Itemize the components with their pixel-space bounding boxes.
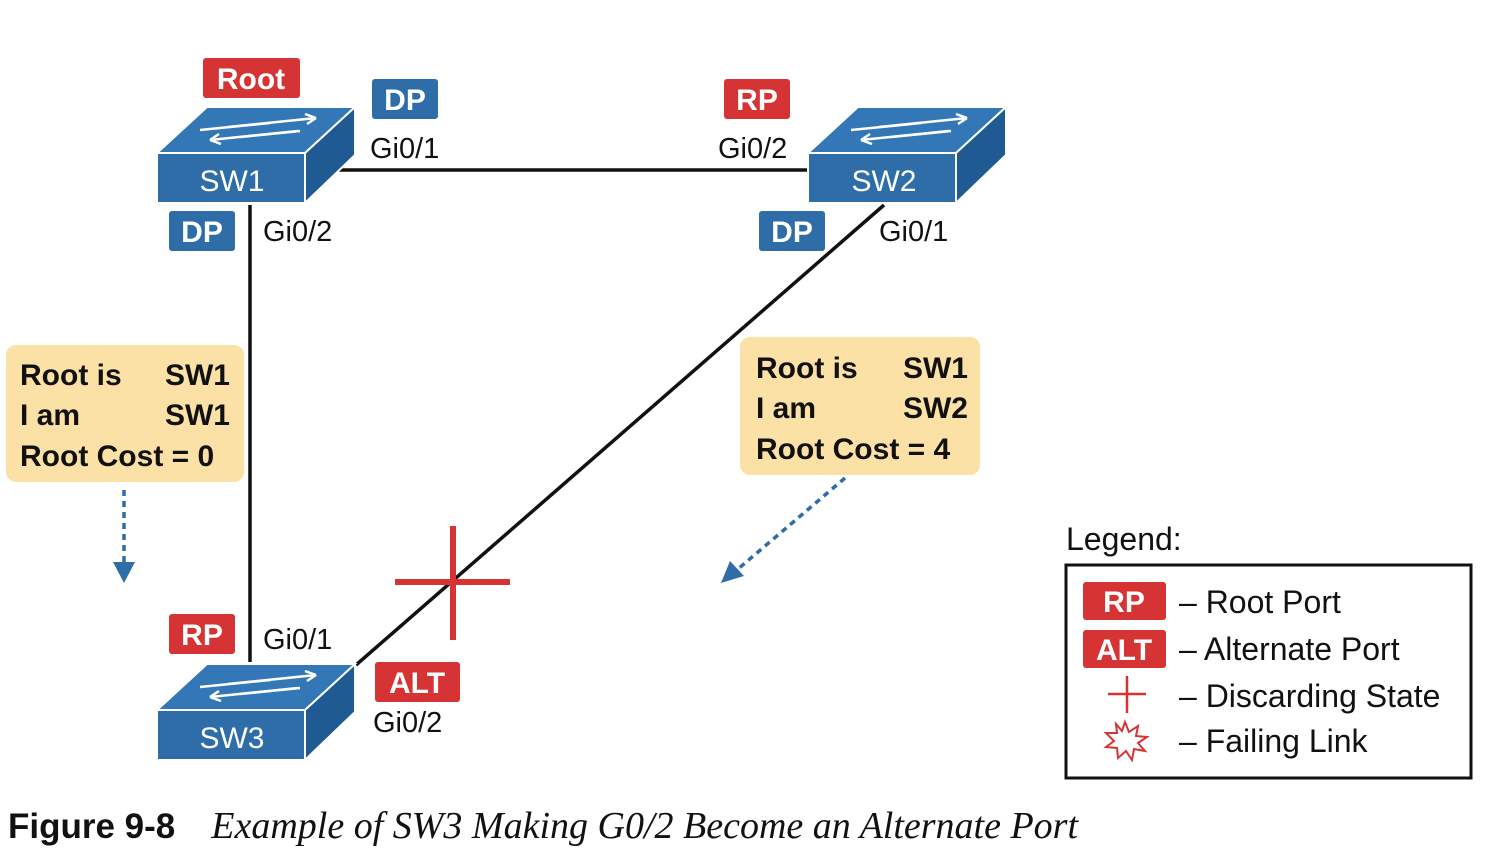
port-label: Gi0/1 [263,624,333,656]
port-label: Gi0/1 [370,133,440,165]
switch-sw2[interactable] [808,107,1006,203]
port-label: Gi0/1 [879,216,949,248]
svg-text:SW1: SW1 [164,399,230,432]
svg-text:ALT: ALT [1095,634,1153,667]
svg-text:SW1: SW1 [902,352,968,385]
svg-text:DP: DP [181,216,223,249]
svg-text:Root: Root [216,63,286,96]
svg-text:ALT: ALT [388,667,446,700]
svg-text:– Root Port: – Root Port [1179,584,1341,620]
sw2-hello-info-box [740,337,980,475]
svg-text:Root is: Root is [756,352,858,385]
hello-flow-arrow-icon [721,478,845,583]
figure-number: Figure 9-8 [8,807,176,846]
switch-name: SW1 [199,165,265,198]
svg-text:Root is: Root is [20,359,122,392]
port-label: Gi0/2 [718,133,788,165]
port-role-badge-dp [759,211,825,251]
svg-text:I am: I am [756,392,817,425]
svg-text:SW2: SW2 [902,392,968,425]
switch-sw1[interactable] [157,107,355,203]
svg-text:I am: I am [20,399,81,432]
svg-text:RP: RP [181,619,223,652]
port-role-badge-dp [372,79,438,119]
figure-title: Example of SW3 Making G0/2 Become an Alternate Port [211,805,1079,847]
svg-text:RP: RP [1103,586,1145,619]
port-role-badge-dp [169,211,235,251]
switch-name: SW3 [199,722,265,755]
switch-sw3[interactable] [157,664,355,760]
switch-name: SW2 [851,165,917,198]
svg-text:DP: DP [384,84,426,117]
port-label: Gi0/2 [373,707,443,739]
legend-title: Legend: [1066,521,1182,557]
svg-text:RP: RP [736,84,778,117]
port-role-badge-rp [724,79,790,119]
sw1-hello-info-box [6,345,244,482]
svg-text:– Failing Link: – Failing Link [1179,723,1368,759]
svg-text:DP: DP [771,216,813,249]
port-role-badge-alt [375,662,460,702]
svg-text:Root Cost = 0: Root Cost = 0 [20,440,215,473]
figure-caption [8,804,1078,848]
root-badge [203,58,300,98]
port-label: Gi0/2 [263,216,333,248]
svg-text:– Alternate Port: – Alternate Port [1179,631,1400,667]
svg-text:SW1: SW1 [164,359,230,392]
legend-item [1083,630,1400,668]
svg-text:– Discarding State: – Discarding State [1179,678,1441,714]
svg-text:Root Cost = 4: Root Cost = 4 [756,433,951,466]
legend-box [1066,565,1471,778]
discarding-state-icon [395,526,510,640]
hello-flow-arrow-icon [113,490,135,583]
legend-item [1083,582,1341,620]
port-role-badge-rp [169,614,235,654]
